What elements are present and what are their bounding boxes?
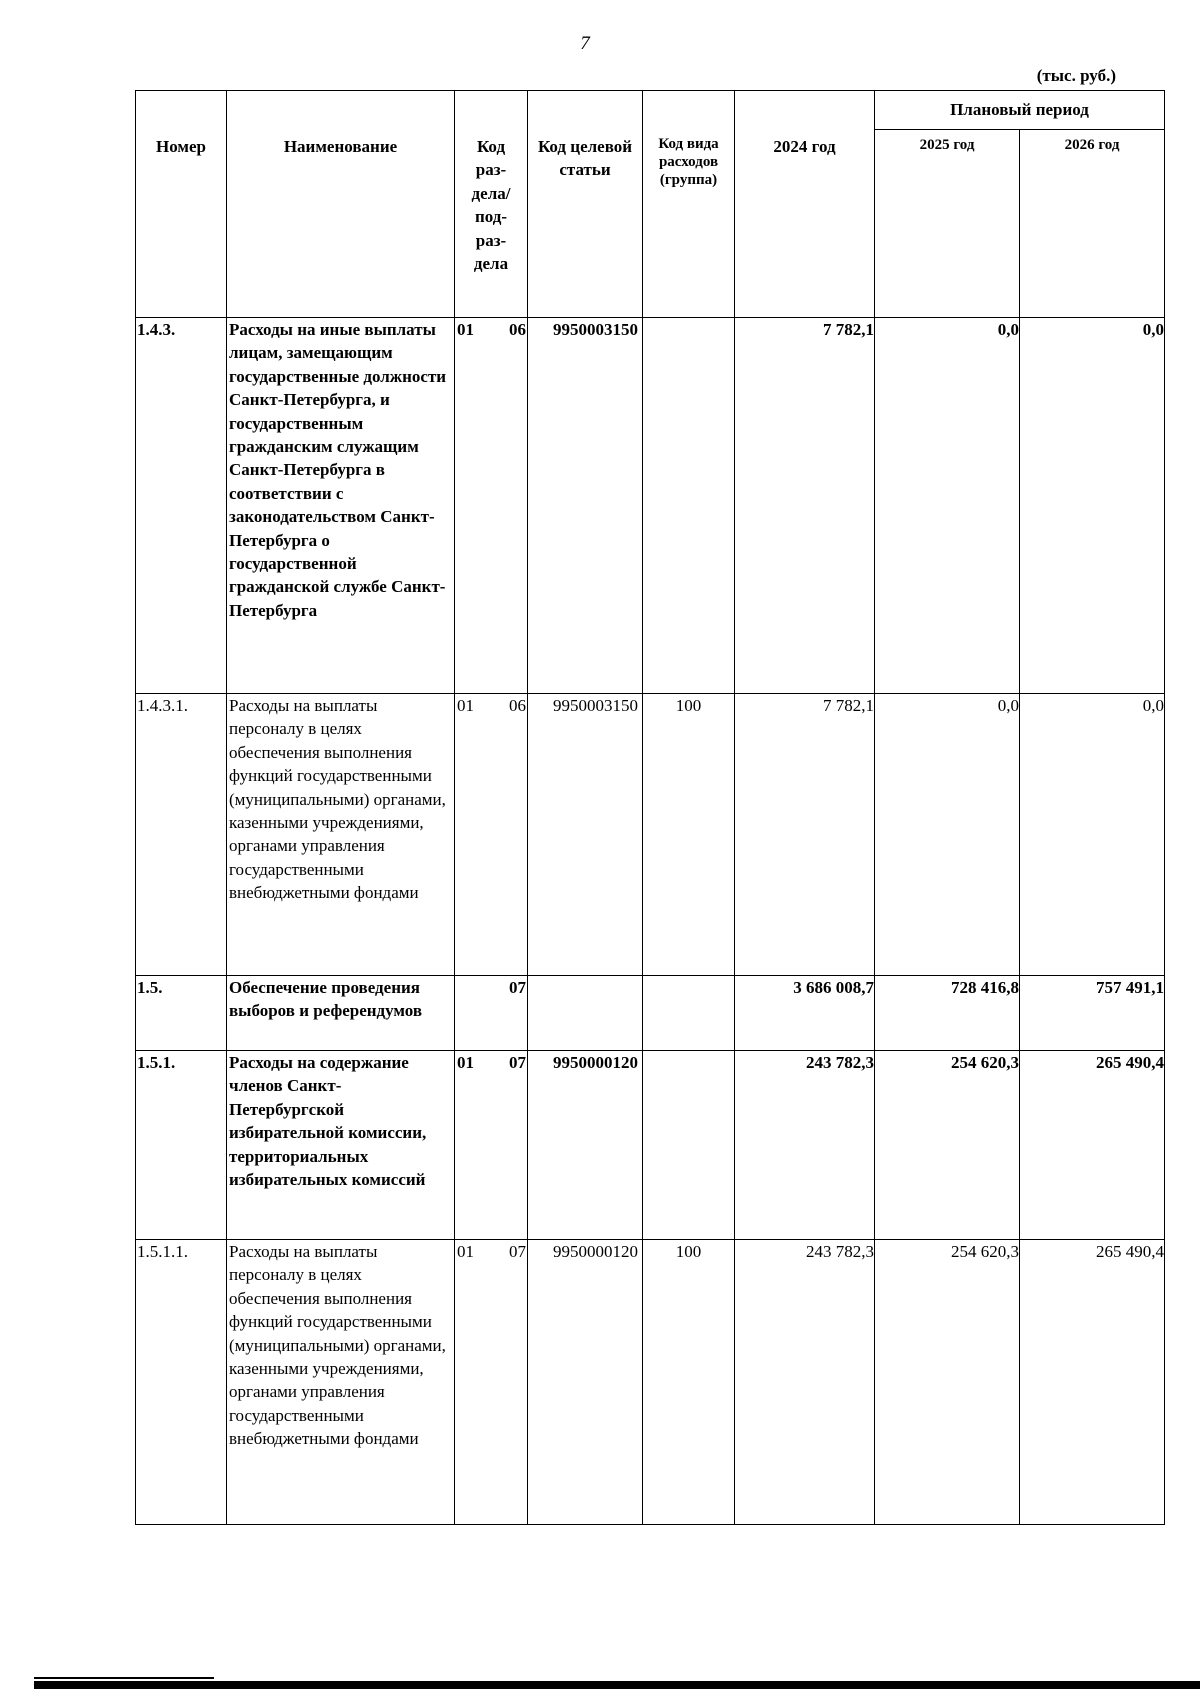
scan-edge-thin (34, 1677, 214, 1679)
row-expense-code (643, 318, 735, 694)
row-target-code: 9950003150 (528, 318, 643, 694)
row-target-code (528, 976, 643, 1051)
row-expense-code: 100 (643, 694, 735, 976)
table-row (136, 1240, 1165, 1525)
table-row (136, 1051, 1165, 1240)
row-section: 01 (457, 696, 474, 715)
row-section-code (455, 694, 528, 976)
row-year-2025: 0,0 (875, 318, 1020, 694)
row-subsection: 07 (509, 1053, 526, 1072)
header-expense-code: Код вида расходов (группа) (643, 91, 735, 318)
header-target-code: Код целевой статьи (528, 91, 643, 318)
row-section-code (455, 318, 528, 694)
row-subsection: 06 (509, 320, 526, 339)
header-row (136, 91, 1165, 130)
row-year-2025: 0,0 (875, 694, 1020, 976)
row-section-code (455, 1051, 528, 1240)
row-year-2024: 7 782,1 (735, 318, 875, 694)
row-expense-code: 100 (643, 1240, 735, 1525)
scan-edge (34, 1681, 1200, 1689)
row-section-code (455, 1240, 528, 1525)
row-year-2026: 0,0 (1020, 694, 1165, 976)
row-subsection: 07 (509, 978, 526, 997)
row-year-2026: 265 490,4 (1020, 1240, 1165, 1525)
header-year-2024: 2024 год (735, 91, 875, 318)
row-number: 1.5.1.1. (136, 1240, 227, 1525)
header-section-code: Код раз- дела/ под- раз- дела (455, 91, 528, 318)
row-expense-code (643, 976, 735, 1051)
row-target-code: 9950000120 (528, 1051, 643, 1240)
row-name: Расходы на выплаты персоналу в целях обеспечения выполнения функций государственными (муниципальными) органами, казенными учреждениями, органами управления государственными внебюджетными фондами (227, 1240, 455, 1525)
row-year-2025: 728 416,8 (875, 976, 1020, 1051)
row-year-2025: 254 620,3 (875, 1240, 1020, 1525)
row-year-2026: 757 491,1 (1020, 976, 1165, 1051)
row-name: Расходы на выплаты персоналу в целях обеспечения выполнения функций государственными (муниципальными) органами, казенными учреждениями, органами управления государственными внебюджетными фондами (227, 694, 455, 976)
row-expense-code (643, 1051, 735, 1240)
row-name: Расходы на содержание членов Санкт-Петербургской избирательной комиссии, территориальных избирательных комиссий (227, 1051, 455, 1240)
row-number: 1.5. (136, 976, 227, 1051)
row-year-2024: 7 782,1 (735, 694, 875, 976)
units-label: (тыс. руб.) (1036, 66, 1116, 85)
row-subsection: 07 (509, 1242, 526, 1261)
budget-table (135, 90, 1165, 1525)
table-row (136, 318, 1165, 694)
header-year-2025: 2025 год (875, 130, 1020, 318)
row-target-code: 9950003150 (528, 694, 643, 976)
row-section-code (455, 976, 528, 1051)
header-planned-period: Плановый период (875, 91, 1165, 130)
row-subsection: 06 (509, 696, 526, 715)
row-year-2024: 243 782,3 (735, 1240, 875, 1525)
row-number: 1.5.1. (136, 1051, 227, 1240)
page-number: 7 (580, 33, 590, 54)
header-year-2026: 2026 год (1020, 130, 1165, 318)
header-name: Наименование (227, 91, 455, 318)
table-row (136, 976, 1165, 1051)
row-section: 01 (457, 1053, 474, 1072)
row-name: Обеспечение проведения выборов и референдумов (227, 976, 455, 1051)
row-number: 1.4.3.1. (136, 694, 227, 976)
header-number: Номер (136, 91, 227, 318)
row-year-2024: 3 686 008,7 (735, 976, 875, 1051)
row-number: 1.4.3. (136, 318, 227, 694)
row-section: 01 (457, 320, 474, 339)
row-target-code: 9950000120 (528, 1240, 643, 1525)
table-row (136, 694, 1165, 976)
row-year-2026: 265 490,4 (1020, 1051, 1165, 1240)
row-year-2026: 0,0 (1020, 318, 1165, 694)
row-section: 01 (457, 1242, 474, 1261)
row-name: Расходы на иные выплаты лицам, замещающим государственные должности Санкт-Петербурга, и государственным гражданским служащим Санкт-Петербурга в соответствии с законодательством Санкт-Петербурга о государственной гражданской службе Санкт-Петербурга (227, 318, 455, 694)
row-year-2025: 254 620,3 (875, 1051, 1020, 1240)
row-year-2024: 243 782,3 (735, 1051, 875, 1240)
